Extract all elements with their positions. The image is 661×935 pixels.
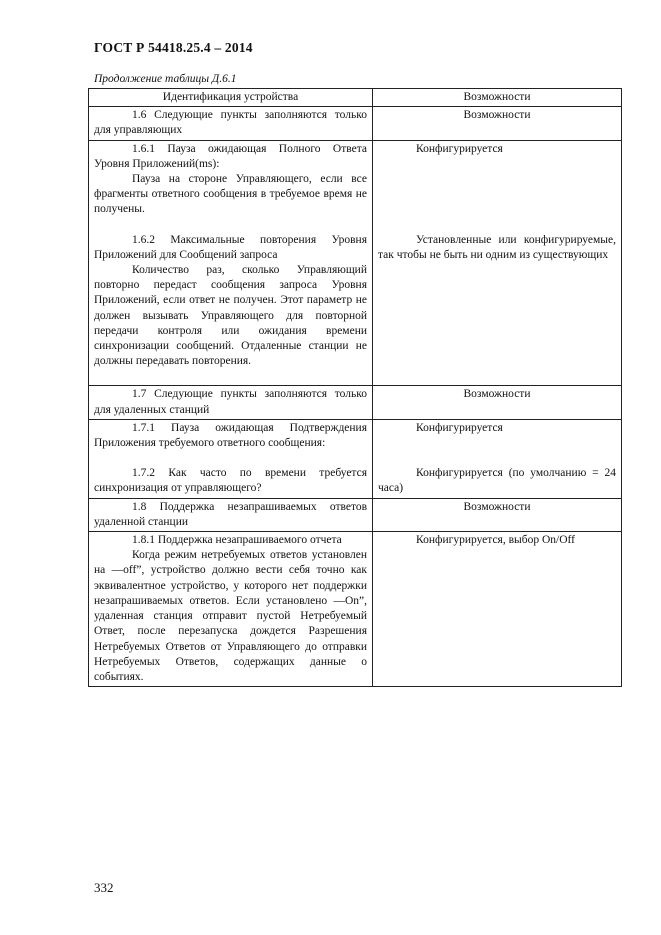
page-number: 332 (94, 880, 114, 895)
item-1-6-2-value: Установленные или конфигурируемые, так чтобы не быть ни одним из существующих (378, 233, 616, 262)
item-1-6-1-value: Конфигурируется (416, 142, 503, 155)
capabilities-table (88, 88, 622, 687)
item-1-8-cell (89, 532, 373, 687)
item-1-6-cell (89, 140, 373, 386)
table-row (89, 140, 622, 386)
table-row (89, 107, 622, 140)
document-header: ГОСТ Р 54418.25.4 – 2014 (94, 40, 253, 55)
table-row (89, 498, 622, 531)
section-1-7-capability: Возможности (373, 386, 622, 419)
table-row (89, 532, 622, 687)
section-1-6-title: 1.6 Следующие пункты заполняются только для управляющих (94, 109, 367, 137)
section-1-6-cell (89, 107, 373, 140)
section-1-7-title: 1.7 Следующие пункты заполняются только для удаленных станций (94, 388, 367, 416)
item-1-8-1-description: Когда режим нетребуемых ответов установлен на ―off”, устройство должно вести себя точно как эквивалентное устройство, у которого нет поддержки незапрашиваемых ответов. Если установлено ―On”, удаленная станция отправит пустой Нетребуемый Ответ, после перезапуска дождется Разрешения Нетребуемых Ответов от Управляющего до отправки Нетребуемых Ответов, содержащих данные о событиях. (94, 549, 367, 683)
item-1-8-1-title: 1.8.1 Поддержка незапрашиваемого отчета (132, 534, 342, 547)
header-device-identification: Идентификация устройства (89, 89, 373, 107)
table-caption: Продолжение таблицы Д.6.1 (94, 73, 237, 85)
section-1-8-title: 1.8 Поддержка незапрашиваемых ответов удаленной станции (94, 500, 367, 528)
item-1-7-1-value: Конфигурируется (416, 421, 503, 434)
item-1-6-1-title: 1.6.1 Пауза ожидающая Полного Ответа Уровня Приложений(ms): (94, 142, 367, 170)
table-row (89, 419, 622, 498)
section-1-8-capability: Возможности (373, 498, 622, 531)
item-1-8-capabilities-cell (373, 532, 622, 687)
item-1-6-capabilities-cell (373, 140, 622, 386)
header-capabilities: Возможности (373, 89, 622, 107)
item-1-7-capabilities-cell (373, 419, 622, 498)
item-1-7-cell (89, 419, 373, 498)
section-1-7-cell (89, 386, 373, 419)
table-header-row (89, 89, 622, 107)
table-row (89, 386, 622, 419)
item-1-6-1-description: Пауза на стороне Управляющего, если все фрагменты ответного сообщения в требуемое время не получены. (94, 173, 367, 216)
item-1-7-1-title: 1.7.1 Пауза ожидающая Подтверждения Приложения требуемого ответного сообщения: (94, 421, 367, 450)
item-1-7-2-value: Конфигурируется (по умолчанию = 24 часа) (378, 467, 616, 495)
item-1-6-2-title: 1.6.2 Максимальные повторения Уровня Приложений для Сообщений запроса (94, 233, 367, 261)
section-1-8-cell (89, 498, 373, 531)
item-1-7-2-title: 1.7.2 Как часто по времени требуется синхронизация от управляющего? (94, 467, 367, 495)
item-1-8-1-value: Конфигурируется, выбор On/Off (416, 534, 575, 547)
item-1-6-2-description: Количество раз, сколько Управляющий повторно передаст сообщения запроса Уровня Приложений, если ответ не получен. Этот параметр не должен вызывать Управляющего для повторной передачи контроля или ожидания времени синхронизации сообщений. Отдаленные станции не должны передавать повторения. (94, 264, 367, 368)
section-1-6-capability: Возможности (373, 107, 622, 140)
